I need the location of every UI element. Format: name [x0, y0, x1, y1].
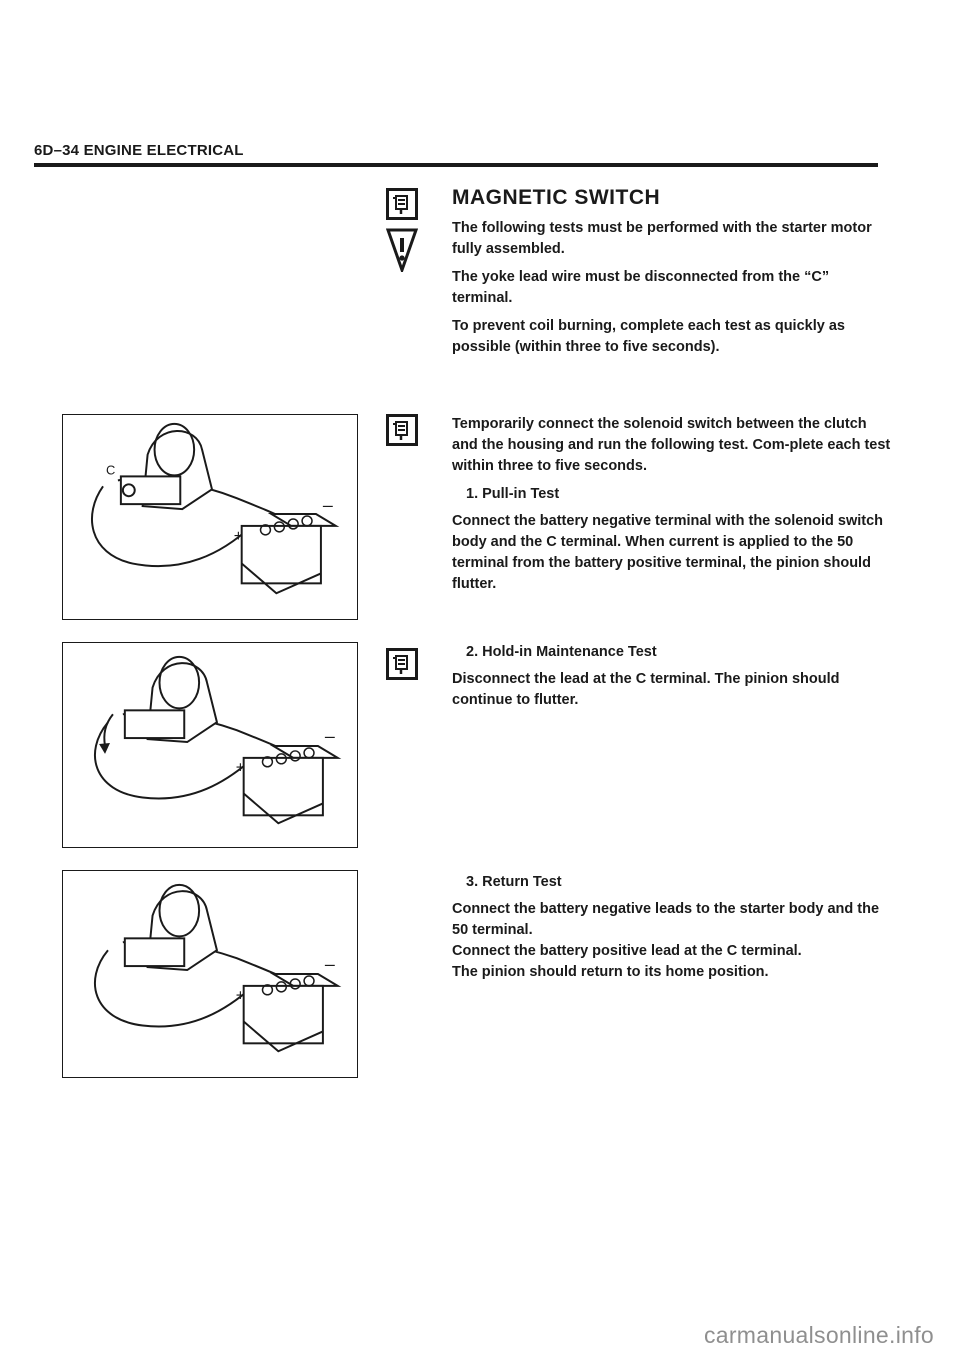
- hold-in-test-figure: [62, 642, 358, 848]
- intro-paragraph-2: The yoke lead wire must be disconnected from the “C” terminal.: [452, 269, 830, 306]
- header-rule: [34, 163, 878, 167]
- pull-in-test-title: 1. Pull-in Test: [466, 486, 560, 502]
- negative-label: –: [324, 954, 335, 975]
- intro-text: [452, 218, 892, 365]
- negative-label: –: [324, 726, 335, 747]
- block2-text: [452, 642, 892, 718]
- block1-text: [452, 414, 892, 602]
- return-test-line-2: Connect the battery positive lead at the C terminal.: [452, 943, 802, 959]
- tool-icon: [386, 648, 418, 680]
- c-terminal-label: C: [106, 462, 116, 478]
- intro-paragraph-3: To prevent coil burning, complete each test as quickly as possible (within three to five seconds).: [452, 318, 845, 355]
- hold-in-test-text: Disconnect the lead at the C terminal. The pinion should continue to flutter.: [452, 671, 840, 708]
- tool-icon: [386, 414, 418, 446]
- hold-in-test-title: 2. Hold-in Maintenance Test: [466, 644, 657, 660]
- positive-label: +: [235, 759, 245, 777]
- pull-in-test-figure: [62, 414, 358, 620]
- pull-in-test-text: Connect the battery negative terminal with the solenoid switch body and the C terminal. When current is applied to the 50 terminal from the battery positive terminal, the pinion should flutter.: [452, 513, 884, 592]
- return-test-line-3: The pinion should return to its home position.: [452, 964, 769, 980]
- block3-text: [452, 872, 892, 990]
- negative-label: –: [322, 495, 333, 516]
- watermark: carmanualsonline.info: [703, 1322, 934, 1348]
- return-test-figure: [62, 870, 358, 1078]
- positive-label: +: [235, 987, 245, 1005]
- warning-triangle-icon: [386, 228, 418, 272]
- section-title: MAGNETIC SWITCH: [452, 186, 661, 209]
- tool-icon: [386, 188, 418, 220]
- block1-paragraph: Temporarily connect the solenoid switch between the clutch and the housing and run the following test. Com-plete each test within three to five seconds.: [452, 416, 891, 474]
- intro-paragraph-1: The following tests must be performed with the starter motor fully assembled.: [452, 220, 872, 257]
- return-test-title: 3. Return Test: [466, 874, 562, 890]
- positive-label: +: [233, 527, 244, 545]
- page-header: 6D–34 ENGINE ELECTRICAL: [34, 142, 244, 159]
- return-test-line-1: Connect the battery negative leads to the starter body and the 50 terminal.: [452, 901, 880, 938]
